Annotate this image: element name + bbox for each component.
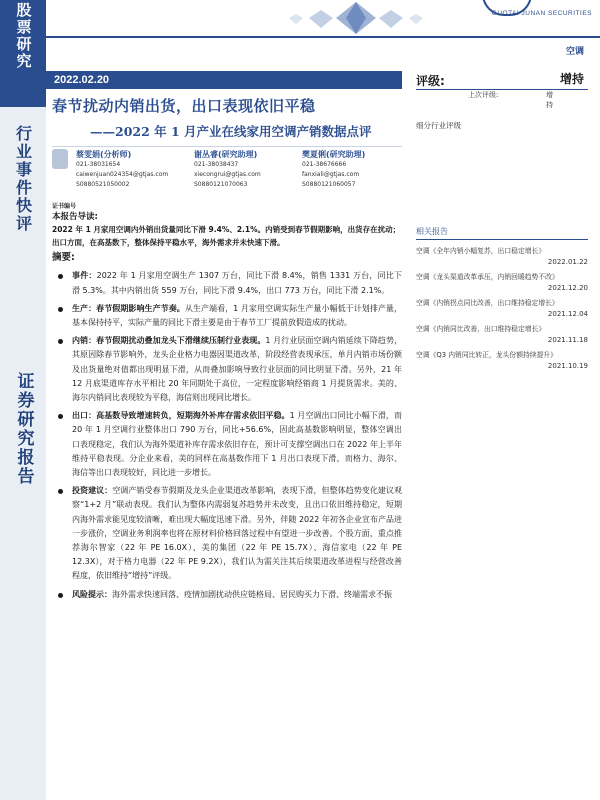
decorative-crystal-logo bbox=[281, 0, 431, 36]
brand-name-en: GUOTAI JUNAN SECURITIES bbox=[491, 10, 592, 17]
list-item[interactable] bbox=[416, 298, 588, 318]
report-subtitle: ——2022 年 1 月产业在线家用空调产销数据点评 bbox=[90, 124, 372, 139]
report-body bbox=[52, 210, 402, 602]
analyst-email[interactable]: fanxiali@gtjas.com bbox=[302, 171, 360, 178]
related-report-date: 2021.11.18 bbox=[547, 336, 588, 344]
bullet-icon bbox=[58, 339, 63, 344]
previous-rating bbox=[468, 90, 553, 109]
list-item bbox=[52, 484, 402, 583]
rating-box bbox=[416, 70, 588, 90]
previous-rating-value: 增持 bbox=[546, 91, 553, 109]
list-item[interactable] bbox=[416, 246, 588, 266]
related-report-title[interactable]: 空调《龙头渠道改革承压，内销回暖趋势不改》 bbox=[416, 273, 559, 281]
point-lead: 事件： bbox=[72, 271, 97, 281]
bullet-icon bbox=[58, 489, 63, 494]
brand-logo bbox=[492, 4, 592, 17]
analyst-cert: S0880121070063 bbox=[194, 181, 248, 188]
point-text: 1 月空调出口同比小幅下滑，而 20 年 1 月空调行业整体出口 790 万台，同比+56.6%，因此高基数影响明显，整体空调出口表现稳定，我们认为海外渠道补库存需求依旧存在，预计可支撑空调出口在 2022 年上半年维持平稳表现。分企业来看，美的同样在高基数作用下 1 月出口表现下滑，而格力、海尔、海信等出口表现较好，同比进一步增长。 bbox=[72, 411, 402, 478]
related-report-title[interactable]: 空调《全年内销小幅复苏，出口稳定增长》 bbox=[416, 247, 546, 255]
list-item bbox=[52, 588, 402, 602]
point-lead: 内销：春节假期扰动叠加龙头下滑继续压制行业表现。 bbox=[72, 336, 266, 346]
analyst-name: 樊夏俐(研究助理) bbox=[302, 150, 366, 159]
previous-rating-label: 上次评级: bbox=[468, 91, 499, 99]
industry-rating-label: 细分行业评级 bbox=[416, 121, 461, 130]
related-report-date: 2021.10.19 bbox=[547, 362, 588, 370]
point-lead: 出口：高基数导致增速转负，短期海外补库存需求依旧平稳。 bbox=[72, 411, 290, 421]
list-item bbox=[52, 269, 402, 297]
cert-label: 证书编号 bbox=[52, 203, 77, 210]
analyst-cert: S0880521050002 bbox=[76, 181, 130, 188]
list-item[interactable] bbox=[416, 350, 588, 370]
point-text: 从生产端看，1 月家用空调实际生产量小幅低于计划排产量，基本保持持平，实际产量的同比下滑主要是由于春节工厂提前放假造成的扰动。 bbox=[72, 303, 402, 328]
list-item[interactable] bbox=[416, 324, 588, 344]
analyst-card bbox=[302, 150, 365, 190]
list-item bbox=[52, 334, 402, 405]
sidebar-label-securities-report: 证券研究报告 bbox=[13, 372, 34, 486]
rating-value: 增持 bbox=[559, 72, 584, 86]
point-text: 海外需求快速回落、疫情加剧扰动供应链格局、居民购买力下滑、终端需求不振 bbox=[112, 589, 392, 599]
analyst-panel bbox=[52, 146, 402, 209]
related-report-title[interactable]: 空调《内销拐点同比改善，出口维持稳定增长》 bbox=[416, 299, 559, 307]
sidebar-label-stock-research: 股票研究 bbox=[0, 0, 46, 107]
analyst-phone: 021-38031654 bbox=[76, 161, 121, 168]
analyst-email[interactable]: caiwenjuan024354@gtjas.com bbox=[76, 171, 169, 178]
list-item[interactable] bbox=[416, 272, 588, 292]
point-lead: 生产：春节假期影响生产节奏。 bbox=[72, 303, 185, 313]
report-date: 2022.02.20 bbox=[46, 71, 402, 89]
report-title: 春节扰动内销出货，出口表现依旧平稳 bbox=[52, 97, 316, 115]
rating-label: 评级: bbox=[416, 74, 445, 88]
point-text: 1 月行业层面空调内销延续下降趋势，其原因除春节影响外，龙头企业格力电器因渠道改革，阶段经营表现承压，单月内销市场份额及出货量绝对值都出现明显下滑，从而叠加影响导致行业层面的同比明显下滑。另外，21 年 12 月底渠道库存水平相比 20 年同期处于高位，一定程度影响经销商 1 月提货需求。美的、海尔内销同比表现较为平稳，海信则出现同比增长。 bbox=[72, 336, 402, 403]
analyst-phone: 021-38676666 bbox=[302, 161, 347, 168]
guide-summary: 2022 年 1 月家用空调内外销出货量同比下滑 9.4%、2.1%。内销受到春节假期影响，出货存在扰动；出口方面，在高基数下，整体保持平稳水平，海外需求并未快速下滑。 bbox=[52, 225, 401, 247]
analyst-name: 蔡雯娟(分析师) bbox=[76, 150, 132, 159]
bullet-icon bbox=[58, 593, 63, 598]
related-report-title[interactable]: 空调《Q3 内销同比转正，龙头份额持续提升》 bbox=[416, 351, 557, 359]
bullet-icon bbox=[58, 274, 63, 279]
sidebar-label-report-type: 行业事件快评 bbox=[13, 125, 33, 233]
header-strip bbox=[46, 0, 600, 38]
avatar bbox=[52, 149, 68, 169]
category-tag: 空调 bbox=[565, 47, 584, 57]
point-lead: 投资建议： bbox=[72, 486, 113, 496]
point-lead: 风险提示： bbox=[72, 589, 112, 599]
related-report-date: 2021.12.04 bbox=[547, 310, 588, 318]
analyst-email[interactable]: xiecongrui@gtjas.com bbox=[194, 171, 261, 178]
analyst-card bbox=[76, 150, 168, 190]
bullet-icon bbox=[58, 307, 63, 312]
related-reports bbox=[416, 226, 588, 370]
analyst-phone: 021-38038437 bbox=[194, 161, 239, 168]
abstract-heading: 摘要: bbox=[52, 252, 75, 264]
guide-heading: 本报告导读: bbox=[52, 212, 98, 222]
related-reports-heading: 相关报告 bbox=[416, 226, 588, 240]
point-text: 2022 年 1 月家用空调生产 1307 万台，同比下滑 8.4%，销售 1331 万台，同比下滑 5.3%。其中内销出货 559 万台，同比下滑 9.4%，出口 773 万台，同比下滑 2.1%。 bbox=[72, 271, 403, 295]
analyst-card bbox=[194, 150, 261, 190]
list-item bbox=[52, 302, 402, 330]
analyst-name: 谢丛睿(研究助理) bbox=[194, 150, 258, 159]
related-report-title[interactable]: 空调《内销同比改善，出口维持稳定增长》 bbox=[416, 325, 546, 333]
related-report-date: 2022.01.22 bbox=[547, 258, 588, 266]
point-text: 空调产销受春节假期及龙头企业渠道改革影响，表现下滑，但整体趋势变化建议观察“1+2 月”联动表现。我们认为整体内需弱复苏趋势并未改变，且出口依旧维持稳定，短期内海外需求能见度较清晰，难出现大幅度迅速下滑。另外，伴随 2022 年初各企业宣布产品进一步涨价，空调业务利润率也将在原材料价格回落过程中有望进一步改善。个股方面，重点推荐海尔智家（22 年 PE 16.0X）、美的集团（22 年 PE 15.7X）、海信家电（22 年 PE 12.3X），对于格力电器（22 年 PE 9.2X），我们认为需关注其后续渠道改革进程与经营改善程度，依旧维持“增持”评级。 bbox=[72, 486, 402, 581]
abstract-points bbox=[52, 269, 402, 601]
analyst-cert: S0880121060057 bbox=[302, 181, 356, 188]
related-report-date: 2021.12.20 bbox=[547, 284, 588, 292]
bullet-icon bbox=[58, 414, 63, 419]
list-item bbox=[52, 409, 402, 480]
